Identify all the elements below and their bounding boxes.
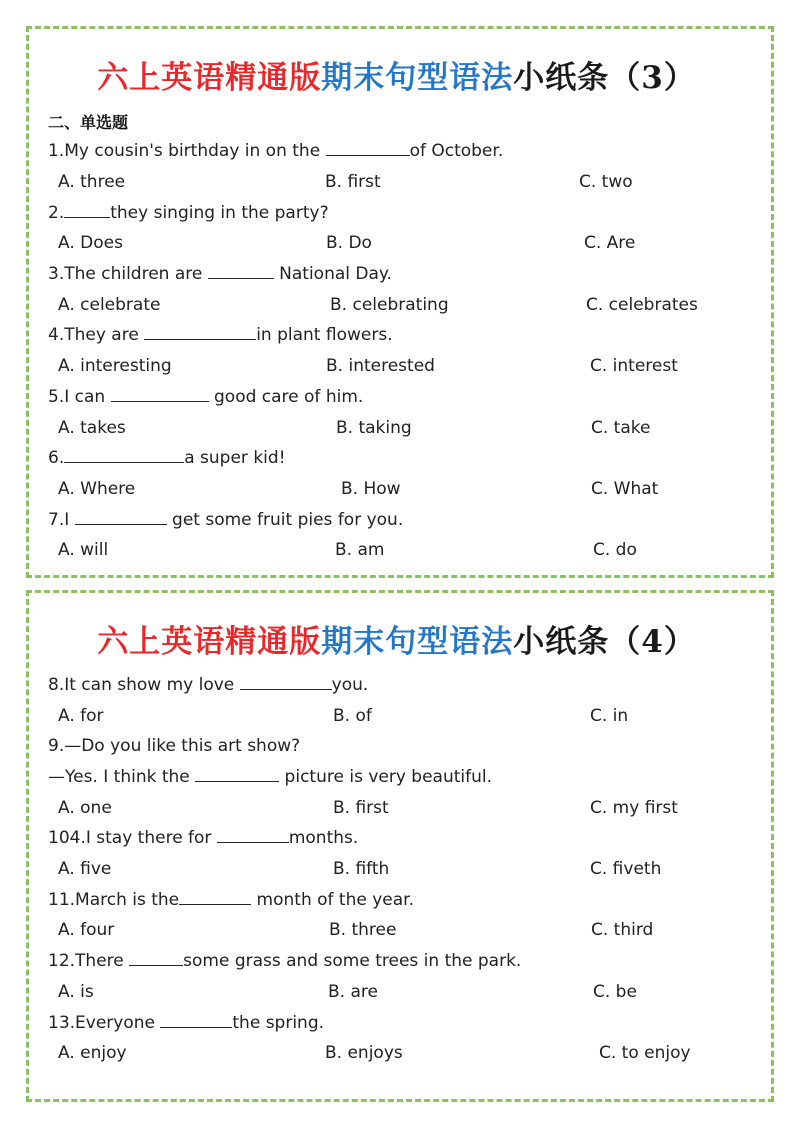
title-red-part: 六上英语精通版 xyxy=(97,624,322,660)
option-c[interactable]: C. to enjoy xyxy=(599,1043,691,1063)
option-b[interactable]: B. taking xyxy=(336,418,412,438)
card-3-title xyxy=(0,52,793,97)
option-b[interactable]: B. fifth xyxy=(333,859,390,879)
option-a[interactable]: A. interesting xyxy=(58,356,172,376)
option-c[interactable]: C. third xyxy=(591,920,654,940)
option-a[interactable]: A. is xyxy=(58,982,94,1002)
option-a[interactable]: A. three xyxy=(58,172,126,192)
option-a[interactable]: A. four xyxy=(58,920,115,940)
answer-blank[interactable] xyxy=(179,903,251,905)
option-c[interactable]: C. fiveth xyxy=(590,859,662,879)
option-c[interactable]: C. Are xyxy=(584,233,636,253)
option-b[interactable]: B. Do xyxy=(326,233,372,253)
option-b[interactable]: B. interested xyxy=(326,356,435,376)
option-b[interactable]: B. enjoys xyxy=(325,1043,403,1063)
question-10: 104.I stay there for months. xyxy=(48,828,359,848)
question-13: 13.Everyone the spring. xyxy=(48,1013,325,1033)
option-c[interactable]: C. two xyxy=(579,172,633,192)
option-a[interactable]: A. celebrate xyxy=(58,295,161,315)
option-a[interactable]: A. one xyxy=(58,798,112,818)
answer-blank[interactable] xyxy=(217,841,289,843)
answer-blank[interactable] xyxy=(326,154,410,156)
option-c[interactable]: C. take xyxy=(591,418,651,438)
option-c[interactable]: C. do xyxy=(593,540,637,560)
question-5: 5.I can good care of him. xyxy=(48,387,364,407)
question-9: 9.—Do you like this art show? xyxy=(48,736,301,756)
title-red-part: 六上英语精通版 xyxy=(97,60,322,96)
card-4-title xyxy=(0,616,793,661)
answer-blank[interactable] xyxy=(64,216,110,218)
option-c[interactable]: C. in xyxy=(590,706,629,726)
answer-blank[interactable] xyxy=(129,964,183,966)
question-3: 3.The children are National Day. xyxy=(48,264,392,284)
option-b[interactable]: B. are xyxy=(328,982,378,1002)
option-b[interactable]: B. celebrating xyxy=(330,295,449,315)
option-a[interactable]: A. takes xyxy=(58,418,126,438)
title-black-part: 小纸条（4） xyxy=(513,624,696,660)
answer-blank[interactable] xyxy=(160,1026,232,1028)
question-9-reply: —Yes. I think the picture is very beautiful. xyxy=(48,767,493,787)
answer-blank[interactable] xyxy=(195,780,279,782)
option-b[interactable]: B. of xyxy=(333,706,372,726)
answer-blank[interactable] xyxy=(240,688,332,690)
option-a[interactable]: A. enjoy xyxy=(58,1043,127,1063)
title-blue-part: 期末句型语法 xyxy=(321,60,514,96)
question-11: 11.March is the month of the year. xyxy=(48,890,415,910)
option-a[interactable]: A. five xyxy=(58,859,112,879)
option-b[interactable]: B. first xyxy=(333,798,389,818)
option-c[interactable]: C. celebrates xyxy=(586,295,698,315)
answer-blank[interactable] xyxy=(64,461,184,463)
section-heading: 二、单选题 xyxy=(48,113,129,132)
option-a[interactable]: A. for xyxy=(58,706,104,726)
question-2: 2. they singing in the party? xyxy=(48,203,329,223)
question-7: 7.I get some fruit pies for you. xyxy=(48,510,404,530)
question-8: 8.It can show my love you. xyxy=(48,675,369,695)
option-b[interactable]: B. How xyxy=(341,479,401,499)
title-blue-part: 期末句型语法 xyxy=(321,624,514,660)
answer-blank[interactable] xyxy=(75,523,167,525)
answer-blank[interactable] xyxy=(208,277,274,279)
title-black-part: 小纸条（3） xyxy=(513,60,696,96)
option-a[interactable]: A. Does xyxy=(58,233,123,253)
option-b[interactable]: B. first xyxy=(325,172,381,192)
option-c[interactable]: C. be xyxy=(593,982,637,1002)
question-12: 12.There some grass and some trees in the park. xyxy=(48,951,522,971)
option-a[interactable]: A. will xyxy=(58,540,109,560)
option-b[interactable]: B. three xyxy=(329,920,397,940)
question-1: 1.My cousin's birthday in on the of October. xyxy=(48,141,504,161)
answer-blank[interactable] xyxy=(144,338,256,340)
option-c[interactable]: C. my first xyxy=(590,798,678,818)
option-a[interactable]: A. Where xyxy=(58,479,136,499)
question-6: 6. a super kid! xyxy=(48,448,286,468)
answer-blank[interactable] xyxy=(111,400,209,402)
option-c[interactable]: C. What xyxy=(591,479,659,499)
question-4: 4.They are in plant flowers. xyxy=(48,325,393,345)
option-c[interactable]: C. interest xyxy=(590,356,678,376)
option-b[interactable]: B. am xyxy=(335,540,385,560)
